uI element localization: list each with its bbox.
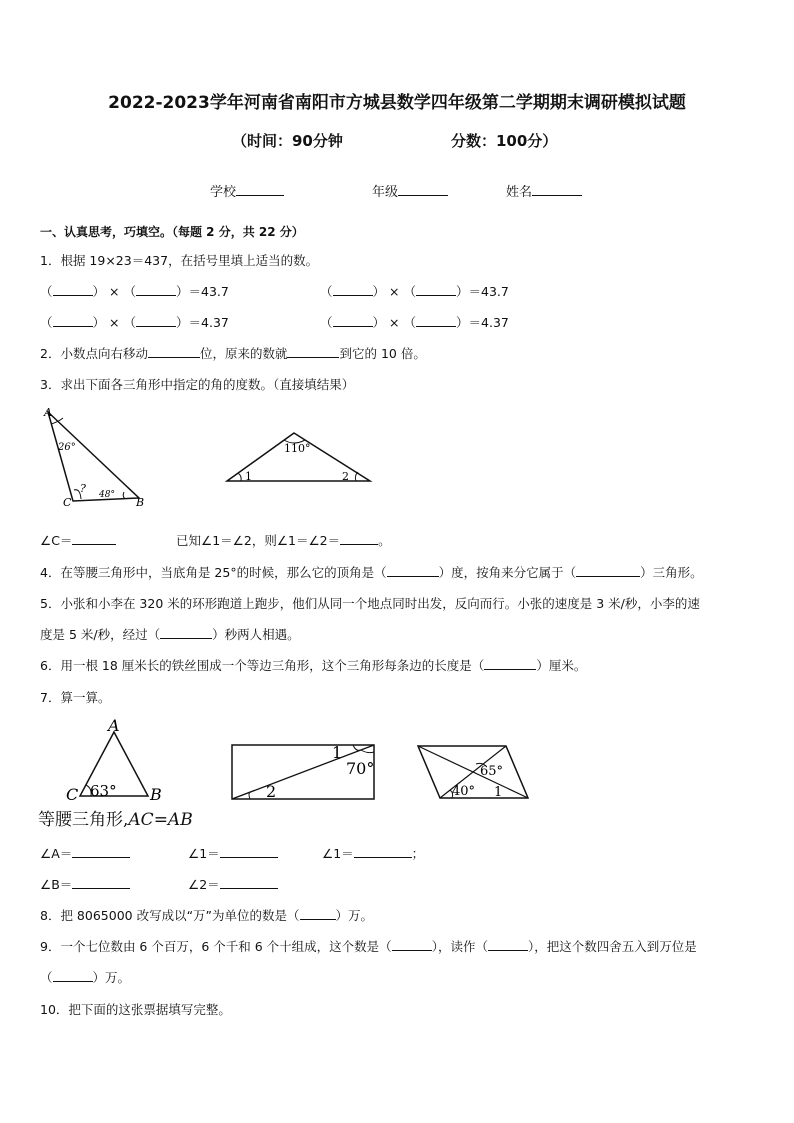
question-mark: ? [80, 482, 86, 495]
q9-line1: 9．一个七位数由 6 个百万，6 个千和 6 个十组成，这个数是（ ），读作（ ），把这个数四舍五入到万位是 [40, 939, 697, 954]
angle-b-label: 48° [99, 490, 115, 500]
q8: 8．把 8065000 改写成以“万”为单位的数是（ ）万。 [40, 908, 374, 923]
angle-1-label: 1 [494, 785, 503, 800]
page-title: 2022-2023学年河南省南阳市方城县数学四年级第二学期期末调研模拟试题 [108, 93, 686, 113]
label-a: A [44, 406, 52, 419]
q7-answer-a: ∠A＝ [40, 844, 130, 862]
q7-answer-b: ∠B＝ [40, 875, 130, 893]
angle-2-label: 2 [342, 470, 349, 483]
q3-answer-c: ∠C＝ [40, 531, 116, 549]
label-b: B [150, 785, 162, 802]
angle-1-label: 1 [245, 470, 252, 483]
label-c: C [63, 496, 72, 509]
q7-answer-2: ∠2＝ [188, 875, 278, 893]
label-b: B [136, 496, 145, 509]
angle-65-label: 65° [480, 764, 504, 779]
school-field: 学校 [210, 181, 284, 200]
score-label: 分数：100分） [451, 132, 558, 150]
q7-answer-1b: ∠1＝ ； [322, 846, 425, 861]
q6: 6．用一根 18 厘米长的铁丝围成一个等边三角形，这个三角形每条边的长度是（ ）厘米。 [40, 658, 587, 673]
q5-line2: 度是 5 米/秒，经过（ ）秒两人相遇。 [40, 627, 300, 642]
time-label: （时间：90分钟 [232, 132, 343, 150]
q3-stem: 3．求出下面各三角形中指定的角的度数。（直接填结果） [40, 377, 355, 392]
angle-a-label: 26° [58, 442, 76, 453]
q3-answer-angles: 已知∠1＝∠2，则∠1＝∠2＝ 。 [176, 533, 391, 548]
angle-label: 63° [90, 782, 117, 800]
q10: 10．把下面的这张票据填写完整。 [40, 1002, 231, 1017]
angle-top-label: 110° [284, 442, 311, 455]
angle-2-label: 2 [266, 782, 277, 801]
angle-1-label: 1 [332, 743, 343, 762]
q4: 4．在等腰三角形中，当底角是 25°的时候，那么它的顶角是（ ）度，按角来分它属于（ ）三角形。 [40, 565, 703, 580]
q7-figure-triangle [60, 714, 170, 802]
q7-figure-parallelogram [414, 742, 532, 802]
name-field: 姓名 [506, 181, 582, 200]
angle-70-label: 70° [346, 759, 375, 778]
q7-stem: 7．算一算。 [40, 690, 111, 705]
q2: 2．小数点向右移动 位，原来的数就 到它的 10 倍。 [40, 346, 426, 361]
section-heading: 一、认真思考，巧填空。（每题 2 分，共 22 分） [40, 225, 304, 239]
q1-row2-left: （ ） × （ ）＝4.37 [40, 315, 229, 330]
q1-stem: 1．根据 19×23＝437，在括号里填上适当的数。 [40, 253, 319, 268]
q7-figure-rectangle [228, 742, 378, 802]
q5-line1: 5．小张和小李在 320 米的环形跑道上跑步，他们从同一个地点同时出发，反向而行。小张的速度是 3 米/秒，小李的速 [40, 596, 700, 611]
q1-row1-right: （ ） × （ ）＝43.7 [320, 284, 509, 299]
q7-caption: 等腰三角形,AC=AB [38, 810, 193, 830]
q3-triangle-2 [224, 428, 376, 486]
q1-row1-left: （ ） × （ ）＝43.7 [40, 284, 229, 299]
q3-triangle-1 [36, 402, 156, 514]
q1-row2-right: （ ） × （ ）＝4.37 [320, 315, 509, 330]
grade-field: 年级 [372, 181, 448, 200]
angle-40-label: 40° [452, 784, 476, 799]
label-c: C [66, 785, 79, 802]
q7-answer-1a: ∠1＝ [188, 844, 278, 862]
label-a: A [108, 716, 120, 735]
q9-line2: （ ）万。 [40, 970, 131, 985]
